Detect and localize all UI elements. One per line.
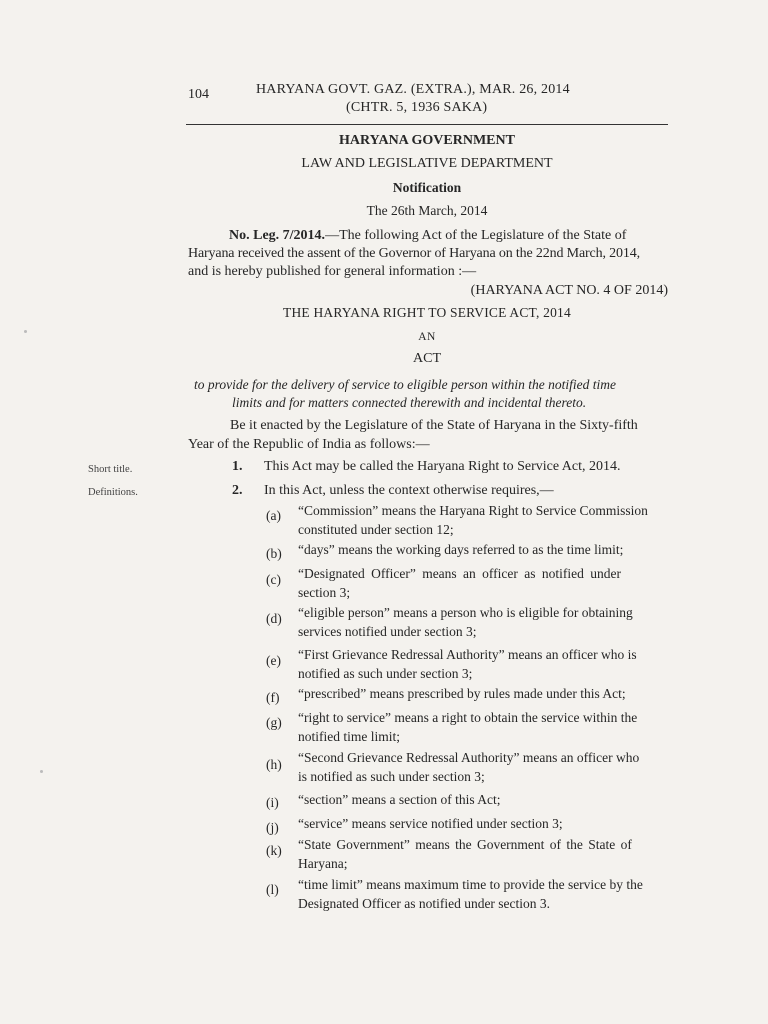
department-heading: LAW AND LEGISLATIVE DEPARTMENT <box>301 156 553 171</box>
definition-letter: (k) <box>266 843 282 858</box>
definition-letter: (c) <box>266 572 281 587</box>
page-number: 104 <box>188 87 209 102</box>
definition-letter: (a) <box>266 508 281 523</box>
scan-speck <box>40 770 43 773</box>
margin-note-definitions: Definitions. <box>88 487 138 498</box>
definition-line2: notified time limit; <box>298 729 400 744</box>
definition-line1: “State Government” means the Government of the State of <box>298 837 632 852</box>
definition-letter: (b) <box>266 546 282 561</box>
notification-heading: Notification <box>392 180 462 195</box>
header-rule <box>186 124 668 125</box>
long-title-line1: to provide for the delivery of service to eligible person within the notified time <box>194 377 617 392</box>
definition-line2: Haryana; <box>298 856 348 871</box>
definition-line1: “service” means service notified under section 3; <box>298 816 563 831</box>
definition-line2: services notified under section 3; <box>298 624 477 639</box>
definition-line1: “Commission” means the Haryana Right to Service Commission <box>298 503 648 518</box>
section-text-1: This Act may be called the Haryana Right to Service Act, 2014. <box>264 459 621 474</box>
definition-letter: (j) <box>266 820 279 835</box>
margin-note-short-title: Short title. <box>88 464 133 475</box>
definition-line1: “time limit” means maximum time to provide the service by the <box>298 877 643 892</box>
definition-letter: (e) <box>266 653 281 668</box>
definition-line2: constituted under section 12; <box>298 522 454 537</box>
act-number: (HARYANA ACT NO. 4 OF 2014) <box>470 283 668 298</box>
definition-letter: (f) <box>266 690 280 705</box>
notice-line2: Haryana received the assent of the Governor of Haryana on the 22nd March, 2014, <box>188 246 640 261</box>
definition-letter: (l) <box>266 882 279 897</box>
government-heading: HARYANA GOVERNMENT <box>339 133 515 148</box>
gazette-header-line1: HARYANA GOVT. GAZ. (EXTRA.), MAR. 26, 2014 <box>256 82 570 97</box>
enacting-line2: Year of the Republic of India as follows:— <box>188 437 430 452</box>
definition-letter: (i) <box>266 795 279 810</box>
definition-line1: “section” means a section of this Act; <box>298 792 501 807</box>
definition-line1: “Designated Officer” means an officer as notified under <box>298 566 621 581</box>
act-word: ACT <box>413 351 441 366</box>
definition-letter: (d) <box>266 611 282 626</box>
section-text-2: In this Act, unless the context otherwise requires,— <box>264 483 554 498</box>
definition-line1: “eligible person” means a person who is eligible for obtaining <box>298 605 633 620</box>
notice-line1-text: —The following Act of the Legislature of the State of <box>325 228 627 243</box>
definition-line1: “right to service” means a right to obtain the service within the <box>298 710 638 725</box>
section-number-1: 1. <box>232 459 243 474</box>
definition-line1: “days” means the working days referred to as the time limit; <box>298 542 624 557</box>
notification-date: The 26th March, 2014 <box>366 203 488 218</box>
definition-line2: notified as such under section 3; <box>298 666 473 681</box>
notice-line3: and is hereby published for general information :— <box>188 264 477 279</box>
definition-letter: (h) <box>266 757 282 772</box>
act-title: THE HARYANA RIGHT TO SERVICE ACT, 2014 <box>283 305 571 320</box>
definition-line1: “prescribed” means prescribed by rules made under this Act; <box>298 686 626 701</box>
long-title-line2: limits and for matters connected therewith and incidental thereto. <box>232 395 587 410</box>
enacting-line1: Be it enacted by the Legislature of the State of Haryana in the Sixty-fifth <box>230 418 638 433</box>
section-number-2: 2. <box>232 483 243 498</box>
definition-line2: section 3; <box>298 585 351 600</box>
definition-line2: Designated Officer as notified under section 3. <box>298 896 551 911</box>
definition-line1: “Second Grievance Redressal Authority” means an officer who <box>298 750 640 765</box>
gazette-header-line2: (CHTR. 5, 1936 SAKA) <box>346 100 488 115</box>
notice-line1 <box>229 228 626 244</box>
notice-number: No. Leg. 7/2014. <box>229 228 326 243</box>
definition-line2: is notified as such under section 3; <box>298 769 485 784</box>
definition-letter: (g) <box>266 715 282 730</box>
act-an: AN <box>418 331 436 343</box>
scan-speck <box>24 330 27 333</box>
definition-line1: “First Grievance Redressal Authority” means an officer who is <box>298 647 637 662</box>
